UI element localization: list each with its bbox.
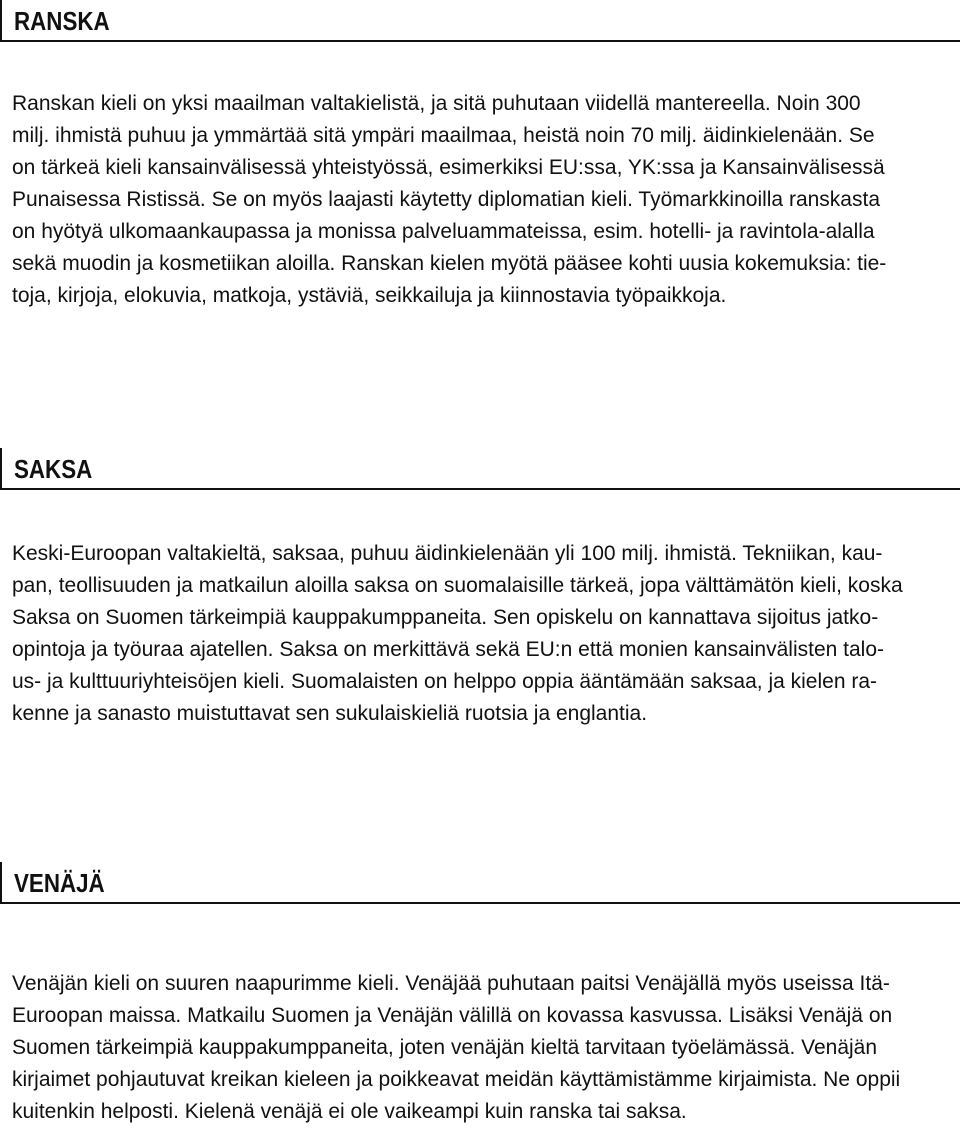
text-line: Euroopan maissa. Matkailu Suomen ja Venäjän välillä on kovassa kasvussa. Lisäksi Venäjä on	[12, 1004, 893, 1027]
section-body	[12, 968, 952, 1128]
section-heading-bar	[0, 0, 960, 42]
text-line: Keski-Euroopan valtakieltä, saksaa, puhuu äidinkielenään yli 100 milj. ihmistä. Tekniikan, kau-	[12, 542, 883, 565]
text-line: kenne ja sanasto muistuttavat sen sukulaiskieliä ruotsia ja englantia.	[12, 702, 648, 725]
text-line: on tärkeä kieli kansainvälisessä yhteistyössä, esimerkiksi EU:ssa, YK:ssa ja Kansainvälisessä	[12, 156, 885, 179]
section-ranska	[0, 0, 960, 307]
text-line: opintoja ja työuraa ajatellen. Saksa on merkittävä sekä EU:n että monien kansainvälisten talo-	[12, 638, 884, 661]
text-line: Suomen tärkeimpiä kauppakumppaneita, joten venäjän kieltä tarvitaan työelämässä. Venäjän	[12, 1036, 878, 1059]
text-line: Saksa on Suomen tärkeimpiä kauppakumppaneita. Sen opiskelu on kannattava sijoitus jatko-	[12, 606, 879, 629]
text-line: toja, kirjoja, elokuvia, matkoja, ystäviä, seikkailuja ja kiinnostavia työpaikkoja.	[12, 284, 727, 307]
text-line: us- ja kulttuuriyhteisöjen kieli. Suomalaisten on helppo oppia ääntämään saksaa, ja kielen ra-	[12, 670, 878, 693]
text-line: Ranskan kieli on yksi maailman valtakielistä, ja sitä puhutaan viidellä mantereella. Noin 300	[12, 92, 861, 115]
text-line: on hyötyä ulkomaankaupassa ja monissa palveluammateissa, esim. hotelli- ja ravintola-alalla	[12, 220, 875, 243]
text-line: Venäjän kieli on suuren naapurimme kieli. Venäjää puhutaan paitsi Venäjällä myös useissa Itä-	[12, 972, 890, 995]
section-title: VENÄJÄ	[14, 868, 105, 898]
text-line: kirjaimet pohjautuvat kreikan kieleen ja poikkeavat meidän käyttämistämme kirjaimista. Ne oppii	[12, 1068, 901, 1091]
section-heading-bar	[0, 448, 960, 490]
text-line: Punaisessa Ristissä. Se on myös laajasti käytetty diplomatian kieli. Työmarkkinoilla ranskasta	[12, 188, 880, 211]
section-body	[12, 88, 952, 312]
text-line: sekä muodin ja kosmetiikan aloilla. Ranskan kielen myötä pääsee kohti uusia kokemuksia: tie-	[12, 252, 887, 275]
text-line: milj. ihmistä puhuu ja ymmärtää sitä ympäri maailmaa, heistä noin 70 milj. äidinkielenään. Se	[12, 124, 875, 147]
text-line: kuitenkin helposti. Kielenä venäjä ei ole vaikeampi kuin ranska tai saksa.	[12, 1100, 687, 1123]
section-venaja	[0, 862, 960, 1123]
section-saksa	[0, 448, 960, 725]
section-title: RANSKA	[14, 6, 110, 36]
section-body	[12, 538, 952, 730]
section-heading-bar	[0, 862, 960, 904]
section-title: SAKSA	[14, 454, 93, 484]
text-line: pan, teollisuuden ja matkailun aloilla saksa on suomalaisille tärkeä, jopa välttämätön kieli, koska	[12, 574, 903, 597]
